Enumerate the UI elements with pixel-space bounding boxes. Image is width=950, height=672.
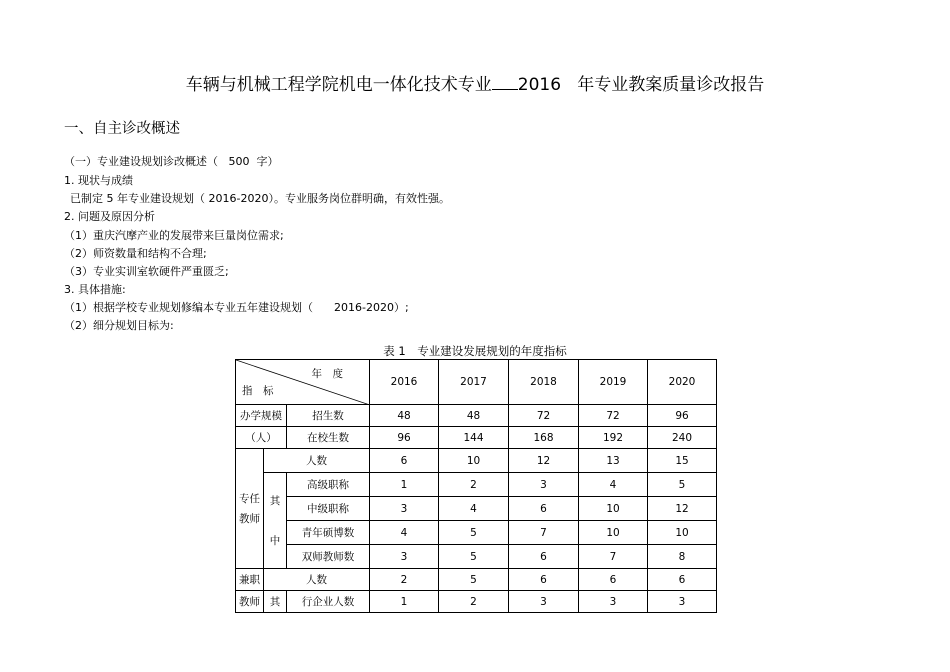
table-row	[236, 545, 717, 569]
table-cell: 7	[579, 545, 648, 569]
table-cell: 5	[439, 521, 509, 545]
table-cell: 168	[509, 427, 579, 449]
subsection-heading	[64, 153, 279, 169]
table-cell: 5	[439, 545, 509, 569]
group-school-scale-top: 办学规模	[236, 405, 287, 427]
group-fulltime-teachers	[236, 449, 264, 569]
table-cell: 5	[648, 473, 717, 497]
point-3-heading: 3. 具体措施:	[64, 283, 126, 296]
row-label: 人数	[264, 449, 370, 473]
group-fulltime-top: 专任	[239, 492, 260, 505]
table-cell: 8	[648, 545, 717, 569]
table-row	[236, 591, 717, 613]
point-2-heading: 2. 问题及原因分析	[64, 210, 155, 223]
table-cell: 48	[439, 405, 509, 427]
table-cell: 1	[370, 591, 439, 613]
table-row	[236, 405, 717, 427]
subsection-wordcount: 500	[228, 155, 250, 168]
point-3-item-1-b: 2016-2020）;	[333, 301, 409, 314]
table-cell: 6	[509, 497, 579, 521]
table-row	[236, 521, 717, 545]
group-parttime-bottom: 教师	[236, 591, 264, 613]
title-year: 2016	[517, 75, 562, 95]
table-cell: 12	[648, 497, 717, 521]
table-cell: 2	[370, 569, 439, 591]
point-1-text-b: 5 年专业建设规划（	[106, 192, 209, 205]
group-of-which	[264, 473, 287, 569]
title-main: 车辆与机械工程学院机电一体化技术专业	[185, 75, 492, 95]
table-cell: 12	[509, 449, 579, 473]
point-2-item-2: （2）师资数量和结构不合理;	[64, 247, 207, 260]
table-cell: 2	[439, 591, 509, 613]
table-cell: 240	[648, 427, 717, 449]
table-cell: 4	[370, 521, 439, 545]
year-header: 2020	[648, 360, 717, 405]
table-cell: 144	[439, 427, 509, 449]
table-cell: 13	[579, 449, 648, 473]
row-label: 双师教师数	[287, 545, 370, 569]
point-1-heading: 1. 现状与成绩	[64, 174, 133, 187]
point-3-item-2: （2）细分规划目标为:	[64, 319, 174, 332]
table-cell: 72	[579, 405, 648, 427]
section-heading: 一、自主诊改概述	[64, 121, 180, 137]
table-cell: 7	[509, 521, 579, 545]
table-cell: 6	[579, 569, 648, 591]
table-row	[236, 569, 717, 591]
table-cell: 15	[648, 449, 717, 473]
row-label: 青年硕博数	[287, 521, 370, 545]
table-cell: 6	[509, 569, 579, 591]
point-3-item-1	[64, 299, 409, 315]
point-3-item-1-a: （1）根据学校专业规划修编本专业五年建设规划（	[64, 301, 313, 314]
table-cell: 3	[370, 545, 439, 569]
table-cell: 3	[509, 591, 579, 613]
table-cell: 3	[509, 473, 579, 497]
table-cell: 10	[439, 449, 509, 473]
title-suffix: 年专业教案质量诊改报告	[577, 75, 765, 95]
year-header: 2017	[439, 360, 509, 405]
group-parttime-top: 兼职	[236, 569, 264, 591]
group-school-scale-bottom: （人）	[236, 427, 287, 449]
of-which-top: 其	[269, 494, 281, 507]
point-2-item-1: （1）重庆汽摩产业的发展带来巨量岗位需求;	[64, 229, 284, 242]
table-cell: 48	[370, 405, 439, 427]
row-label: 人数	[264, 569, 370, 591]
table-cell: 1	[370, 473, 439, 497]
table-cell: 72	[509, 405, 579, 427]
table-cell: 3	[579, 591, 648, 613]
table-cell: 10	[579, 497, 648, 521]
table-cell: 96	[370, 427, 439, 449]
table-cell: 5	[439, 569, 509, 591]
header-year-label: 年 度	[311, 368, 344, 380]
table-cell: 10	[648, 521, 717, 545]
table-cell: 2	[439, 473, 509, 497]
title-underline-gap	[492, 87, 518, 90]
report-title	[0, 70, 950, 95]
table-cell: 4	[439, 497, 509, 521]
point-1-text-a: 已制定	[70, 192, 107, 205]
table-cell: 3	[648, 591, 717, 613]
subsection-text: （一）专业建设规划诊改概述（	[64, 155, 218, 168]
header-index-label: 指 标	[242, 385, 274, 397]
table-cell: 10	[579, 521, 648, 545]
table-cell: 6	[648, 569, 717, 591]
of-which-parttime: 其	[264, 591, 287, 613]
table-row	[236, 449, 717, 473]
year-header: 2016	[370, 360, 439, 405]
year-header: 2019	[579, 360, 648, 405]
table-cell: 4	[579, 473, 648, 497]
of-which-bottom: 中	[269, 534, 281, 547]
table-cell: 6	[370, 449, 439, 473]
table-caption: 表 1 专业建设发展规划的年度指标	[383, 344, 567, 358]
table-row	[236, 497, 717, 521]
table-row	[236, 473, 717, 497]
point-2-item-3: （3）专业实训室软硬件严重匮乏;	[64, 265, 229, 278]
row-label: 招生数	[287, 405, 370, 427]
point-1-text-c: 2016-2020）。专业服务岗位群明确，有效性强。	[208, 192, 450, 205]
table-cell: 3	[370, 497, 439, 521]
table-cell: 6	[509, 545, 579, 569]
row-label: 中级职称	[287, 497, 370, 521]
row-label: 行企业人数	[287, 591, 370, 613]
point-1-text	[70, 190, 450, 206]
table-cell: 96	[648, 405, 717, 427]
year-header: 2018	[509, 360, 579, 405]
diagonal-header-cell	[236, 360, 370, 405]
table-cell: 192	[579, 427, 648, 449]
table-header-row	[236, 360, 717, 405]
subsection-unit: 字）	[256, 155, 279, 168]
group-fulltime-bottom: 教师	[239, 512, 260, 525]
row-label: 高级职称	[287, 473, 370, 497]
table-row	[236, 427, 717, 449]
annual-indicators-table	[235, 359, 717, 613]
row-label: 在校生数	[287, 427, 370, 449]
